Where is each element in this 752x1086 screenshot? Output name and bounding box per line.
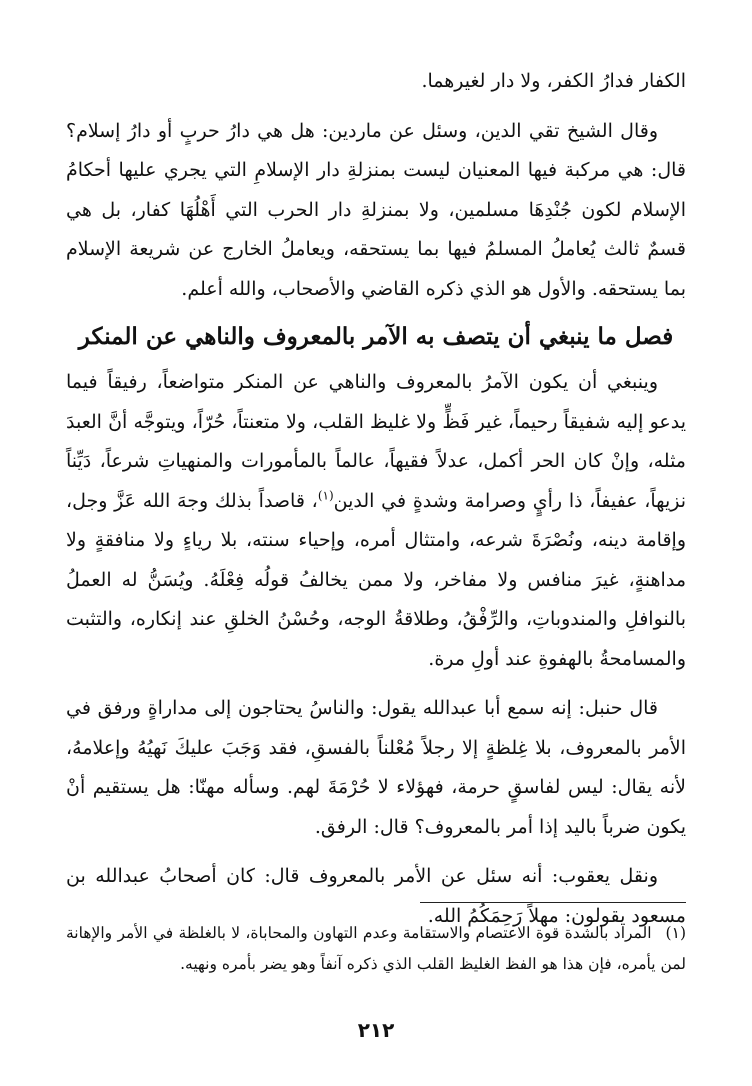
paragraph-qualities-part-2: ، قاصداً بذلك وجهَ الله عَزَّ وجل، وإقامة دينه، ونُصْرَةَ شرعه، وامتثال أمره، وإحياء سنته، بلا رياءٍ ولا منافقةٍ ولا مداهنةٍ، غيرَ منافس ولا مفاخر، ولا ممن يخالفُ قولُه فِعْلَهُ. ويُسَنُّ له العملُ بالنوافلِ والمندوباتِ، والرِّفْقُ، وطلاقةُ الوجه، وحُسْنُ الخلقِ عند إنكاره، والتثبت والمسامحةُ بالهفوةِ عند أولِ مرة. (66, 489, 686, 670)
paragraph-qualities-part-1: وينبغي أن يكون الآمرُ بالمعروف والناهي عن المنكر متواضعاً، رفيقاً فيما يدعو إليه شفيقاً رحيماً، غير فَظٍّ ولا غليظ القلب، ولا متعنتاً، حُرّاً، ويتوجَّه أنَّ العبدَ مثله، وإنْ كان الحر أكمل، عدلاً فقيهاً، عالماً بالمأمورات والمنهياتِ شرعاً، دَيِّناً نزيهاً، عفيفاً، ذا رأيٍ وصرامة وشدةٍ في الدين (66, 371, 687, 512)
page-number: ٢١٢ (357, 1018, 395, 1042)
footnote (66, 918, 686, 980)
footnote-number: (١) (665, 924, 686, 942)
paragraph-continuation: الكفار فدارُ الكفر، ولا دار لغيرهما. (421, 70, 686, 92)
main-text (66, 62, 686, 936)
paragraph-mardin: وقال الشيخ تقي الدين، وسئل عن ماردين: هل هي دارُ حربٍ أو دارُ إسلام؟ قال: هي مركبة فيها المعنيان ليست بمنزلةِ دار الإسلامِ التي يجري عليها أحكامُ الإسلام لكون جُنْدِهَا مسلمين، ولا بمنزلةِ دار الحرب التي أَهْلُهَا كفار، بل هي قسمٌ ثالث يُعاملُ المسلمُ فيها بما يستحقه، ويعاملُ الخارج عن شريعة الإسلام بما يستحقه. والأول هو الذي ذكره القاضي والأصحاب، والله أعلم. (66, 119, 686, 300)
paragraph-hanbal: قال حنبل: إنه سمع أبا عبدالله يقول: والناسُ يحتاجون إلى مداراةٍ ورفق في الأمر بالمعروف، بلا غِلظةٍ إلا رجلاً مُعْلناً بالفسقِ، فقد وَجَبَ عليكَ نَهيُهُ وإعلامهُ، لأنه يقال: ليس لفاسقٍ حرمة، فهؤلاء لا حُرْمَةَ لهم. وسأله مهنّا: هل يستقيم أنْ يكون ضرباً باليد إذا أمر بالمعروف؟ قال: الرفق. (66, 697, 686, 838)
footnote-marker: (١) (317, 488, 334, 503)
section-heading: فصل ما ينبغي أن يتصف به الآمر بالمعروف والناهي عن المنكر (78, 323, 674, 350)
paragraph-qualities (66, 363, 686, 679)
paragraph-yaqub: ونقل يعقوب: أنه سئل عن الأمر بالمعروف قال: كان أصحابُ عبدالله بن مسعود يقولون: مهلاً رَحِمَكُمُ الله. (66, 865, 686, 927)
footnote-text: المراد بالشدة قوة الاعتصام والاستقامة وعدم التهاون والمحاباة، لا بالغلظة في الأمر والإهانة لمن يأمره، فإن هذا هو الفظ الغليظ القلب الذي ذكره آنفاً وهو يضر بأمره ونهيه. (66, 924, 686, 973)
footnote-divider (420, 902, 686, 903)
